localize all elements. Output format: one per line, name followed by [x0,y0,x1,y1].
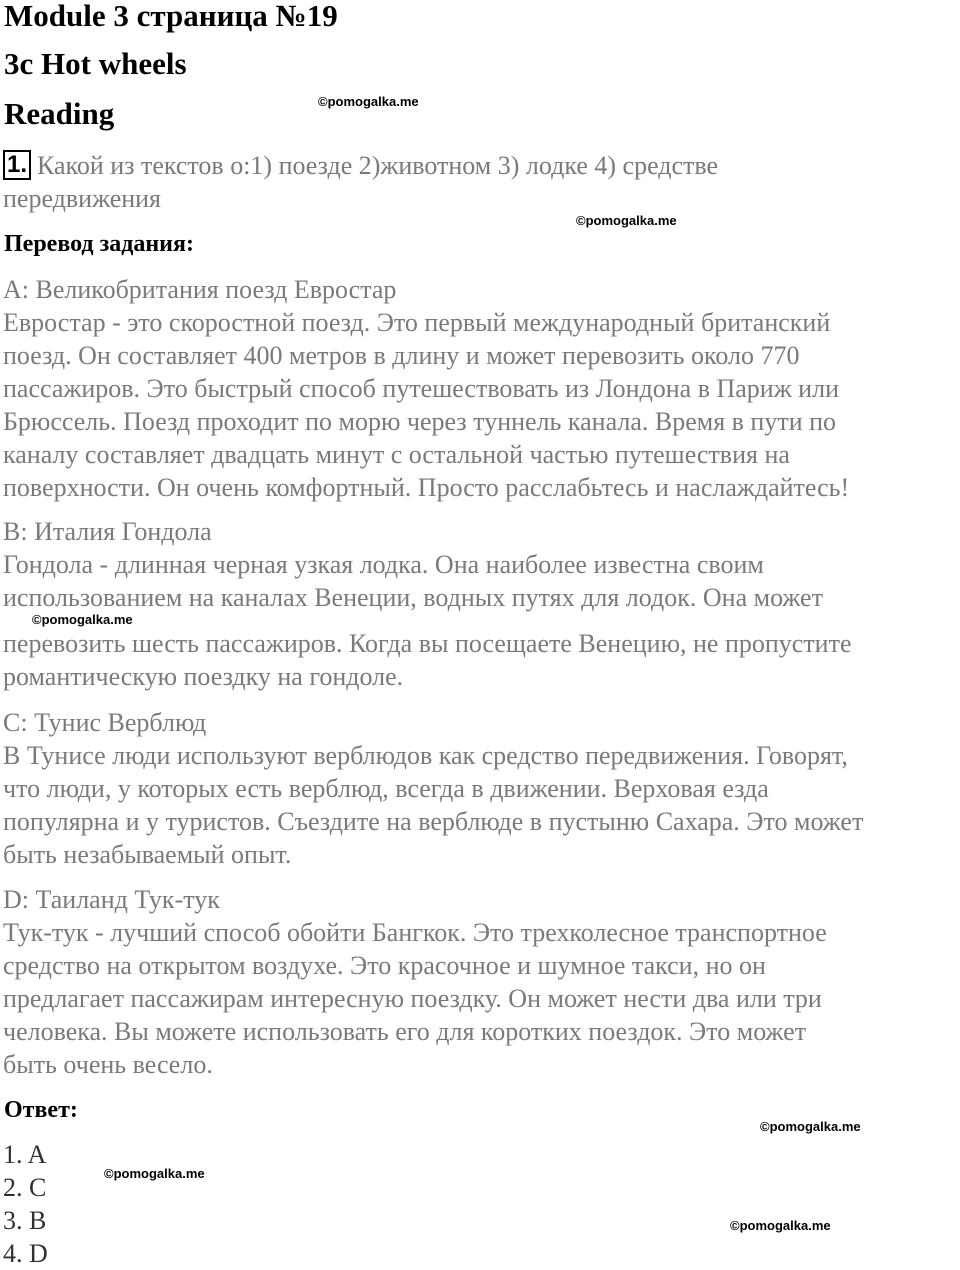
section-title-c: C: Тунис Верблюд [3,708,207,737]
paragraph-line: поезд. Он составляет 400 метров в длину и может перевозить около 770 [3,341,800,370]
section-title-a: A: Великобритания поезд Евростар [3,275,397,304]
translation-heading: Перевод задания: [4,231,194,257]
watermark: ©pomogalka.me [104,1166,205,1181]
paragraph-line: использованием на каналах Венеции, водных путях для лодок. Она может [3,583,823,612]
paragraph-line: предлагает пассажирам интересную поездку. Он может нести два или три [3,984,822,1013]
section-c [3,706,960,871]
paragraph-line: Тук-тук - лучший способ обойти Бангкок. Это трехколесное транспортное [3,918,827,947]
paragraph-line: средство на открытом воздухе. Это красочное и шумное такси, но он [3,951,766,980]
section-b [3,515,960,693]
module-title: Module 3 страница №19 [4,0,338,33]
watermark: ©pomogalka.me [32,612,133,627]
paragraph-line: Евростар - это скоростной поезд. Это первый международный британский [3,308,831,337]
paragraph-line: Брюссель. Поезд проходит по морю через туннель канала. Время в пути по [3,407,837,436]
task-text [3,149,960,215]
watermark: ©pomogalka.me [760,1119,861,1134]
answer-item: 1. A [3,1140,47,1169]
section-a [3,273,960,504]
answer-heading: Ответ: [4,1097,78,1123]
paragraph-line: поверхности. Он очень комфортный. Просто расслабьтесь и наслаждайтесь! [3,473,850,502]
subsection-title: Reading [4,96,115,131]
paragraph-line: романтическую поездку на гондоле. [3,662,404,691]
paragraph-line: человека. Вы можете использовать его для коротких поездок. Это может [3,1017,807,1046]
watermark: ©pomogalka.me [730,1218,831,1233]
section-title-b: B: Италия Гондола [3,517,212,546]
paragraph-line: пассажиров. Это быстрый способ путешествовать из Лондона в Париж или [3,374,839,403]
paragraph-line: что люди, у которых есть верблюд, всегда в движении. Верховая езда [3,774,769,803]
paragraph-line: быть незабываемый опыт. [3,840,292,869]
paragraph-line: популярна и у туристов. Съездите на верблюде в пустыню Сахара. Это может [3,807,864,836]
answer-item: 3. B [3,1206,47,1235]
answer-item: 4. D [3,1239,48,1268]
paragraph-line: каналу составляет двадцать минут с остальной частью путешествия на [3,440,790,469]
section-title-d: D: Таиланд Тук-тук [3,885,220,914]
watermark: ©pomogalka.me [576,213,677,228]
answer-list [3,1138,48,1270]
task-number: 1. [3,150,31,180]
section-d [3,883,960,1081]
paragraph-line: В Тунисе люди используют верблюдов как средство передвижения. Говорят, [3,741,848,770]
section-title: 3c Hot wheels [4,46,187,81]
task-line: передвижения [3,184,162,213]
paragraph-line: перевозить шесть пассажиров. Когда вы посещаете Венецию, не пропустите [3,629,852,658]
paragraph-line: Гондола - длинная черная узкая лодка. Она наиболее известна своим [3,550,764,579]
paragraph-line: быть очень весело. [3,1050,213,1079]
task-line: Какой из текстов о:1) поезде 2)животном 3) лодке 4) средстве [37,151,719,180]
answer-item: 2. C [3,1173,47,1202]
watermark: ©pomogalka.me [318,94,419,109]
